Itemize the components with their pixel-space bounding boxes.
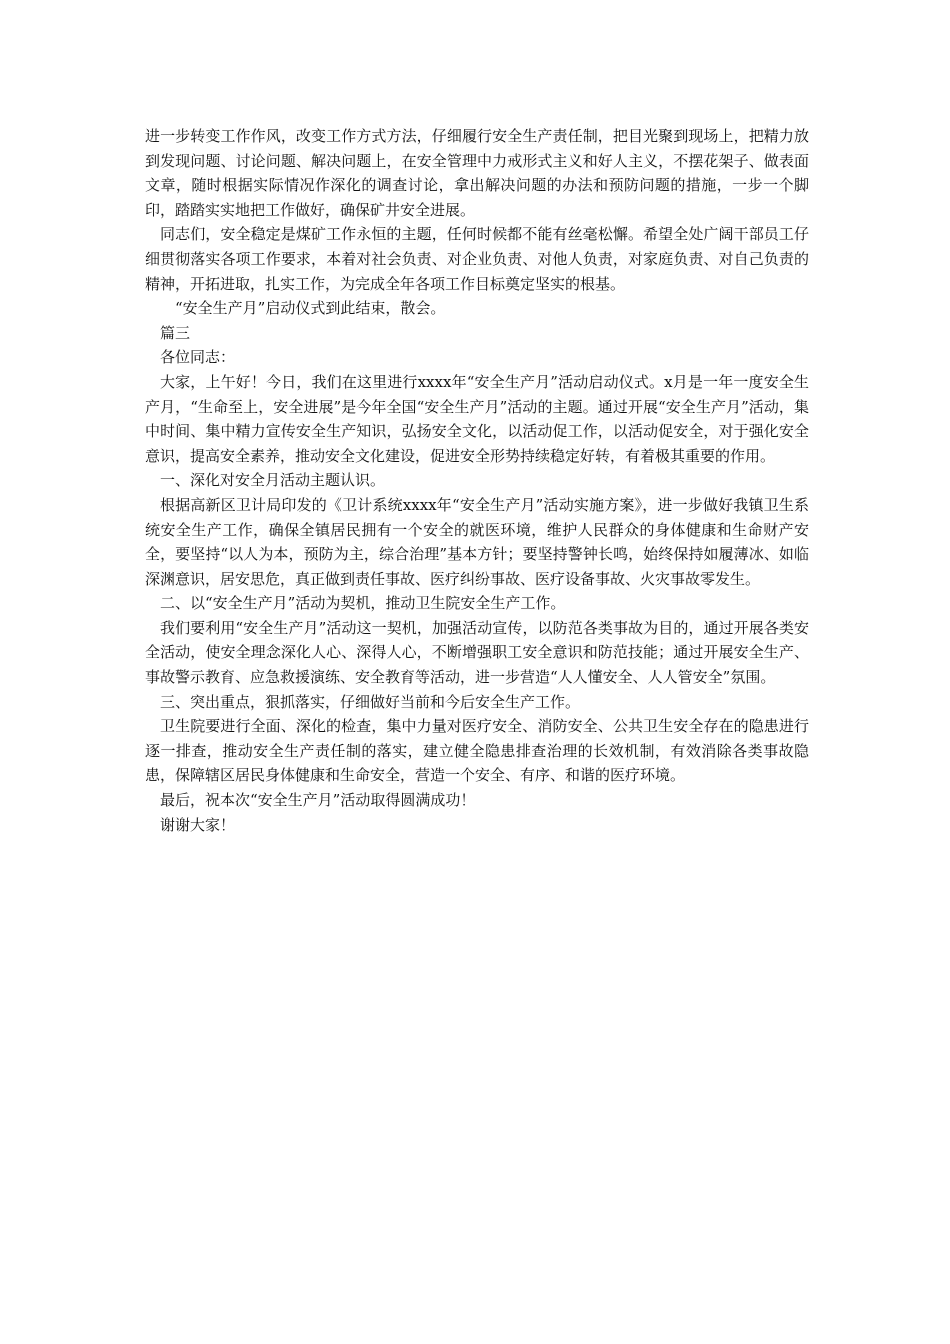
paragraph-point-one: 根据高新区卫计局印发的《卫计系统xxxx年“安全生产月”活动实施方案》，进一步做好我镇卫生系统安全生产工作，确保全镇居民拥有一个安全的就医环境，维护人民群众的身体健康和生命财产安全，要坚持“以人为本，预防为主，综合治理”基本方针；要坚持警钟长鸣，始终保持如履薄冰、如临深渊意识，居安思危，真正做到责任事故、医疗纠纷事故、医疗设备事故、火灾事故零发生。	[145, 495, 809, 588]
heading-point-two: 二、以“安全生产月”活动为契机，推动卫生院安全生产工作。	[160, 594, 566, 613]
paragraph-comrades: 同志们，安全稳定是煤矿工作永恒的主题，任何时候都不能有丝毫松懈。希望全处广阔干部员工仔细贯彻落实各项工作要求，本着对社会负责、对企业负责、对他人负责，对家庭负责、对自己负责的精神，开拓进取，扎实工作，为完成全年各项工作目标奠定坚实的根基。	[145, 225, 809, 293]
paragraph-closing-ceremony: “安全生产月”启动仪式到此结束，散会。	[175, 299, 446, 318]
heading-point-one: 一、深化对安全月活动主题认识。	[160, 471, 386, 490]
paragraph-point-two: 我们要利用“安全生产月”活动这一契机，加强活动宣传，以防范各类事故为目的，通过开展各类安全活动，使安全理念深化人心、深得人心，不断增强职工安全意识和防范技能；通过开展安全生产、事故警示教育、应急救援演练、安全教育等活动，进一步营造“人人懂安全、人人管安全”氛围。	[145, 618, 809, 687]
paragraph-opening-speech: 大家，上午好！今日，我们在这里进行xxxx年“安全生产月”活动启动仪式。x月是一年一度安全生产月，“生命至上，安全进展”是今年全国“安全生产月”活动的主题。通过开展“安全生产月”活动，集中时间、集中精力宣传安全生产知识，弘扬安全文化，以活动促工作，以活动促安全，对于强化安全意识，提高安全素养，推动安全文化建设，促进安全形势持续稳定好转，有着极其重要的作用。	[145, 372, 809, 465]
paragraph-final-wish: 最后，祝本次“安全生产月”活动取得圆满成功！	[160, 791, 476, 810]
paragraph-intro-continuation: 进一步转变工作作风，改变工作方式方法，仔细履行安全生产责任制，把目光聚到现场上，把精力放到发现问题、讨论问题、解决问题上，在安全管理中力戒形式主义和好人主义，不摆花架子、做表面文章，随时根据实际情况作深化的调查讨论，拿出解决问题的办法和预防问题的措施，一步一个脚印，踏踏实实地把工作做好，确保矿井安全进展。	[145, 127, 809, 219]
document-body	[145, 124, 809, 837]
section-heading-part-three: 篇三	[160, 323, 191, 342]
paragraph-salutation: 各位同志：	[160, 348, 236, 367]
paragraph-thanks: 谢谢大家！	[160, 815, 236, 834]
paragraph-point-three: 卫生院要进行全面、深化的检查，集中力量对医疗安全、消防安全、公共卫生安全存在的隐患进行逐一排查，推动安全生产责任制的落实，建立健全隐患排查治理的长效机制，有效消除各类事故隐患，保障辖区居民身体健康和生命安全，营造一个安全、有序、和谐的医疗环境。	[145, 717, 809, 785]
heading-point-three: 三、突出重点，狠抓落实，仔细做好当前和今后安全生产工作。	[160, 692, 581, 711]
